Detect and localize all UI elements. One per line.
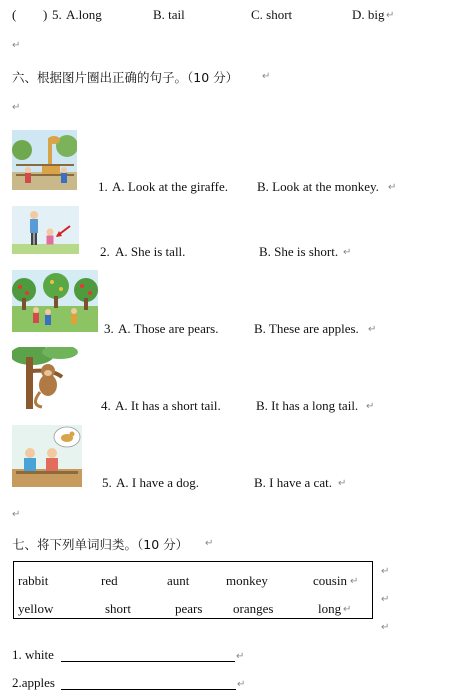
word-yellow: yellow <box>18 601 54 616</box>
section-6-title: 六、根据图片圈出正确的句子。（10 分） <box>12 70 239 85</box>
paragraph-mark: ↵ <box>262 71 271 82</box>
item-3-option-a: A. Those are pears. <box>118 321 219 336</box>
paragraph-mark: ↵ <box>350 576 359 587</box>
item-5-option-a: A. I have a dog. <box>116 475 200 490</box>
word-red: red <box>101 573 118 588</box>
item-2-number: 2. <box>100 244 110 259</box>
paragraph-mark: ↵ <box>236 651 245 662</box>
word-aunt: aunt <box>167 573 190 588</box>
paragraph-mark: ↵ <box>368 324 377 335</box>
q5-paren-close: ) <box>43 7 48 22</box>
paragraph-mark: ↵ <box>343 604 352 615</box>
q5-option-c: C. short <box>251 7 293 22</box>
item-2-option-b: B. She is short. <box>259 244 339 259</box>
orchard-picture <box>12 270 98 332</box>
q5-option-b: B. tail <box>153 7 185 22</box>
item-4-number: 4. <box>101 398 111 413</box>
answer-2-label: 2.apples <box>12 675 55 690</box>
item-5-number: 5. <box>102 475 112 490</box>
paragraph-mark: ↵ <box>343 247 352 258</box>
paragraph-mark: ↵ <box>366 401 375 412</box>
q5-option-d: D. big <box>352 7 385 22</box>
paragraph-mark: ↵ <box>12 509 21 520</box>
item-1-option-a: A. Look at the giraffe. <box>112 179 228 194</box>
paragraph-mark: ↵ <box>205 538 214 549</box>
word-pears: pears <box>175 601 203 616</box>
answer-2-blank[interactable] <box>61 675 236 690</box>
paragraph-mark: ↵ <box>12 40 21 51</box>
paragraph-mark: ↵ <box>386 10 395 21</box>
item-3-option-b: B. These are apples. <box>254 321 359 336</box>
item-4-option-a: A. It has a short tail. <box>115 398 221 413</box>
paragraph-mark: ↵ <box>381 594 390 605</box>
word-oranges: oranges <box>233 601 274 616</box>
tall-short-picture <box>12 206 79 254</box>
item-5-option-b: B. I have a cat. <box>254 475 332 490</box>
section-7-title: 七、将下列单词归类。（10 分） <box>12 537 189 552</box>
answer-1-blank[interactable] <box>61 647 235 662</box>
word-rabbit: rabbit <box>18 573 49 588</box>
word-cousin: cousin <box>313 573 347 588</box>
paragraph-mark: ↵ <box>381 566 390 577</box>
answer-1-label: 1. white <box>12 647 54 662</box>
kids-dog-picture <box>12 425 82 487</box>
word-short: short <box>105 601 131 616</box>
word-monkey: monkey <box>226 573 268 588</box>
q5-paren-open: ( <box>12 7 17 22</box>
q5-option-a: A.long <box>66 7 102 22</box>
paragraph-mark: ↵ <box>338 478 347 489</box>
paragraph-mark: ↵ <box>237 679 246 690</box>
monkey-picture <box>12 347 80 409</box>
paragraph-mark: ↵ <box>388 182 397 193</box>
q5-number: 5. <box>52 7 62 22</box>
paragraph-mark: ↵ <box>381 622 390 633</box>
item-4-option-b: B. It has a long tail. <box>256 398 359 413</box>
word-long: long <box>318 601 342 616</box>
zoo-giraffe-picture <box>12 130 77 190</box>
item-1-option-b: B. Look at the monkey. <box>257 179 379 194</box>
item-3-number: 3. <box>104 321 114 336</box>
item-1-number: 1. <box>98 179 108 194</box>
paragraph-mark: ↵ <box>12 102 21 113</box>
item-2-option-a: A. She is tall. <box>115 244 186 259</box>
